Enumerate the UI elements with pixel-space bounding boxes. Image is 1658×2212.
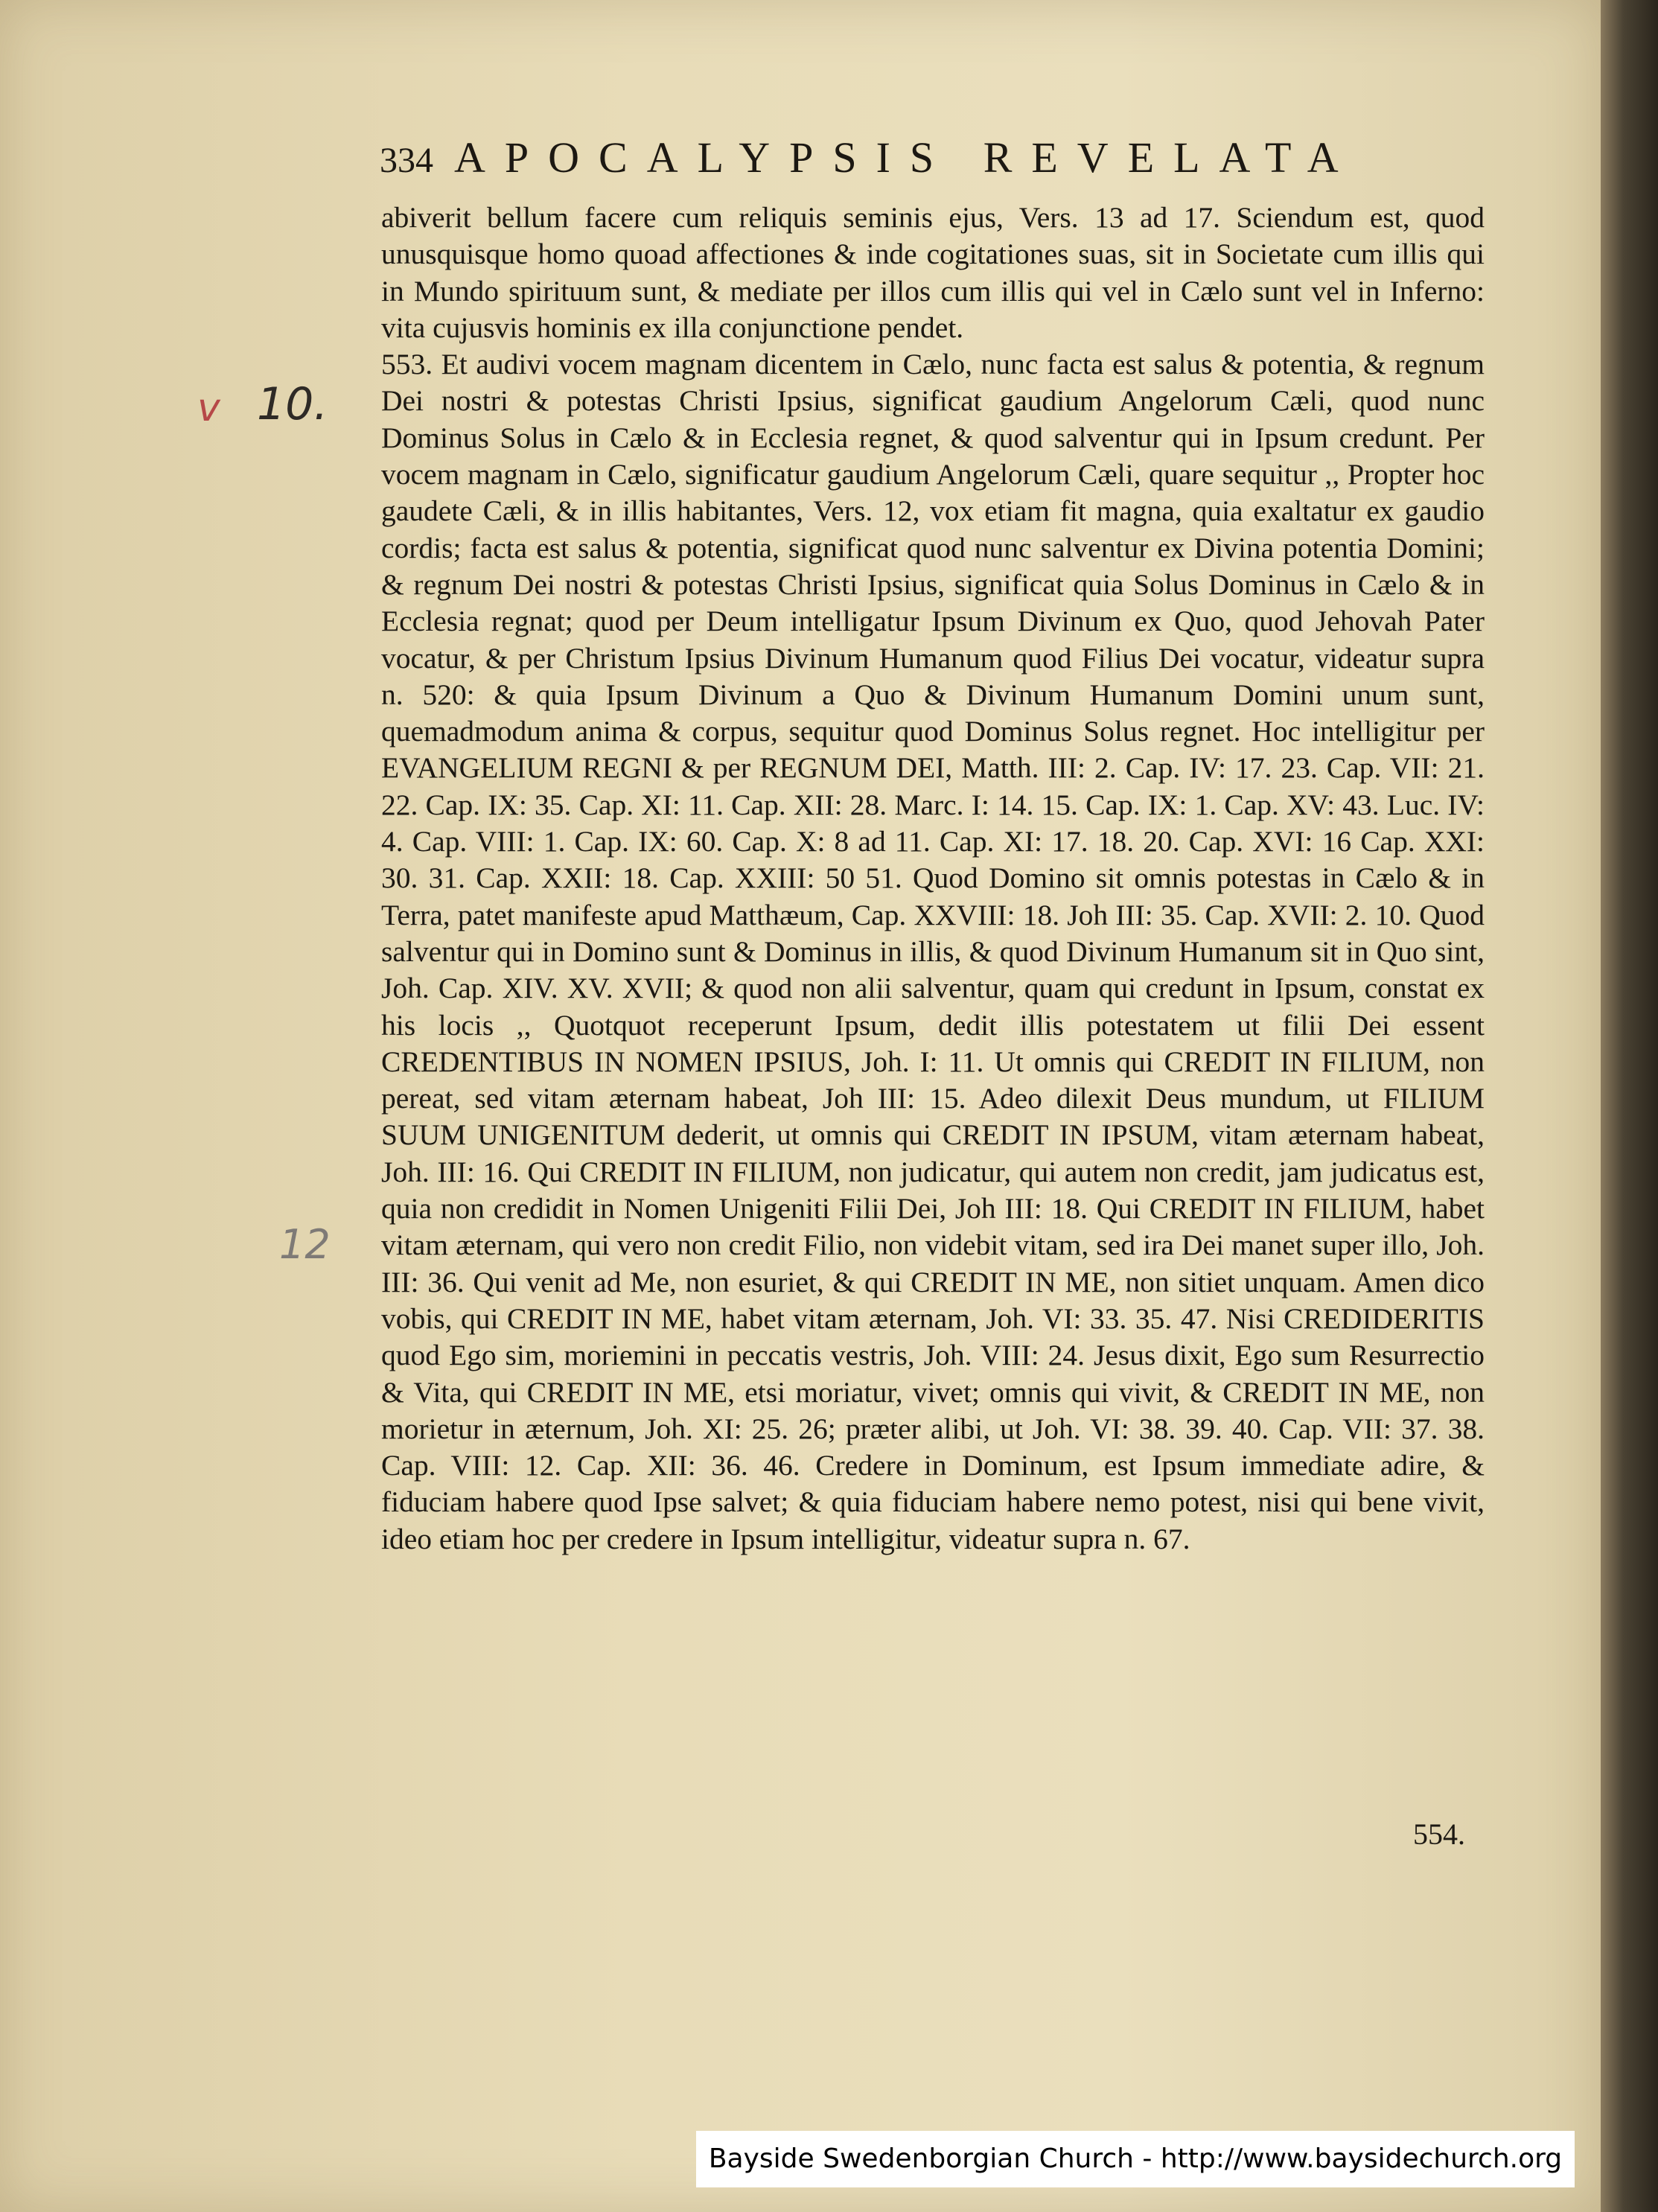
running-title: APOCALYPSIS REVELATA <box>454 133 1358 182</box>
page-number: 334 <box>380 141 433 180</box>
margin-note-verse-10: 10. <box>257 378 328 430</box>
page-header <box>380 133 1496 192</box>
body-text: abiverit bellum facere cum reliquis seminis ejus, Vers. 13 ad 17. Sciendum est, quod unusquisque homo quoad affectiones & inde cogitationes suas, sit in Societate cum illis qui in Mundo spirituum sunt, & mediate per illos cum illis qui vel in Cælo sunt vel in Inferno: vita cujusvis hominis ex illa conjunctione pendet. 553. Et audivi vocem magnam dicentem in Cælo, nunc facta est salus & potentia, & regnum Dei nostri & potestas Christi Ipsius, significat gaudium Angelorum Cæli, quod nunc Dominus Solus in Cælo & in Ecclesia regnet, & quod salventur qui in Ipsum credunt. Per vocem magnam in Cælo, significatur gaudium Angelorum Cæli, quare sequitur ,, Propter hoc gaudete Cæli, & in illis habitantes, Vers. 12, vox etiam fit magna, quia exaltatur ex gaudio cordis; facta est salus & potentia, significat quod nunc salventur ex Divina potentia Domini; & regnum Dei nostri & potestas Christi Ipsius, significat quia Solus Dominus in Cælo & in Ecclesia regnat; quod per Deum intelligatur Ipsum Divinum ex Quo, quod Jehovah Pater vocatur, & per Christum Ipsius Divinum Humanum quod Filius Dei vocatur, videatur supra n. 520: & quia Ipsum Divinum a Quo & Divinum Humanum Domini unum sunt, quemadmodum anima & corpus, sequitur quod Dominus Solus regnet. Hoc intelligitur per EVANGELIUM REGNI & per REGNUM DEI, Matth. III: 2. Cap. IV: 17. 23. Cap. VII: 21. 22. Cap. IX: 35. Cap. XI: 11. Cap. XII: 28. Marc. I: 14. 15. Cap. IX: 1. Cap. XV: 43. Luc. IV: 4. Cap. VIII: 1. Cap. IX: 60. Cap. X: 8 ad 11. Cap. XI: 17. 18. 20. Cap. XVI: 16 Cap. XXI: 30. 31. Cap. XXII: 18. Cap. XXIII: 50 51. Quod Domino sit omnis potestas in Cælo & in Terra, patet manifeste apud Matthæum, Cap. XXVIII: 18. Joh III: 35. Cap. XVII: 2. 10. Quod salventur qui in Domino sunt & Dominus in illis, & quod Divinum Humanum sit in Quo sint, Joh. Cap. XIV. XV. XVII; & quod non alii salventur, quam qui credunt in Ipsum, constat ex his locis ,, Quotquot receperunt Ipsum, dedit illis potestatem ut filii Dei essent CREDENTIBUS IN NOMEN IPSIUS, Joh. I: 11. Ut omnis qui CREDIT IN FILIUM, non pereat, sed vitam æternam habeat, Joh III: 15. Adeo dilexit Deus mundum, ut FILIUM SUUM UNIGENITUM dederit, ut omnis qui CREDIT IN IPSUM, vitam æternam habeat, Joh. III: 16. Qui CREDIT IN FILIUM, non judicatur, qui autem non credit, jam judicatus est, quia non credidit in Nomen Unigeniti Filii Dei, Joh III: 18. Qui CREDIT IN FILIUM, habet vitam æternam, qui vero non credit Filio, non videbit vitam, sed ira Dei manet super illo, Joh. III: 36. Qui venit ad Me, non esuriet, & qui CREDIT IN ME, non sitiet unquam. Amen dico vobis, qui CREDIT IN ME, habet vitam æternam, Joh. VI: 33. 35. 47. Nisi CREDIDERITIS quod Ego sim, moriemini in peccatis vestris, Joh. VIII: 24. Jesus dixit, Ego sum Resurrectio & Vita, qui CREDIT IN ME, etsi moriatur, vivet; omnis qui vivit, & CREDIT IN ME, non morietur in æternum, Joh. XI: 25. 26; præter alibi, ut Joh. VI: 38. 39. 40. Cap. VII: 37. 38. Cap. VIII: 12. Cap. XII: 36. 46. Credere in Dominum, est Ipsum immediate adire, & fiduciam habere quod Ipse salvet; & quia fiduciam habere nemo potest, nisi qui bene vivit, ideo etiam hoc per credere in Ipsum intelligitur, videatur supra n. 67. <box>381 201 1485 1555</box>
margin-note-v: v <box>197 386 220 430</box>
watermark-caption: Bayside Swedenborgian Church - http://www.baysidechurch.org <box>696 2131 1575 2187</box>
margin-note-verse-12: 12 <box>279 1221 331 1268</box>
catchword: 554. <box>1413 1817 1465 1851</box>
book-gutter <box>1601 0 1658 2212</box>
